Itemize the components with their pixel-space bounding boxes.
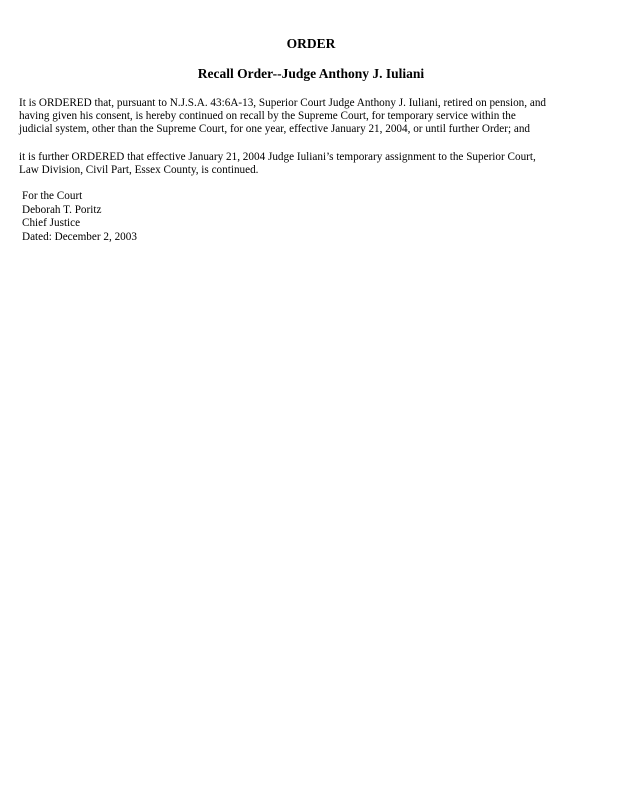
signature-position: Chief Justice [22, 217, 81, 230]
order-paragraph-1 [19, 97, 599, 137]
document-title: Recall Order--Judge Anthony J. Iuliani [197, 66, 425, 81]
signature-for-the-court: For the Court [22, 190, 83, 202]
signature-date: Dated: December 2, 2003 [22, 230, 137, 243]
order-paragraph-2 [19, 151, 599, 177]
signature-block [22, 190, 137, 244]
paragraph-line: Law Division, Civil Part, Essex County, is continued. [19, 164, 259, 177]
paragraph-line: It is ORDERED that, pursuant to N.J.S.A. 43:6A-13, Superior Court Judge Anthony J. Iuliani, retired on pension, and [19, 97, 547, 109]
document-heading: ORDER [286, 36, 336, 51]
paragraph-line: having given his consent, is hereby continued on recall by the Supreme Court, for temporary service within the [19, 110, 516, 123]
paragraph-line: it is further ORDERED that effective January 21, 2004 Judge Iuliani’s temporary assignment to the Superior Court, [19, 151, 536, 163]
paragraph-line: judicial system, other than the Supreme Court, for one year, effective January 21, 2004, or until further Order; and [19, 123, 531, 136]
signature-name: Deborah T. Poritz [22, 203, 102, 216]
